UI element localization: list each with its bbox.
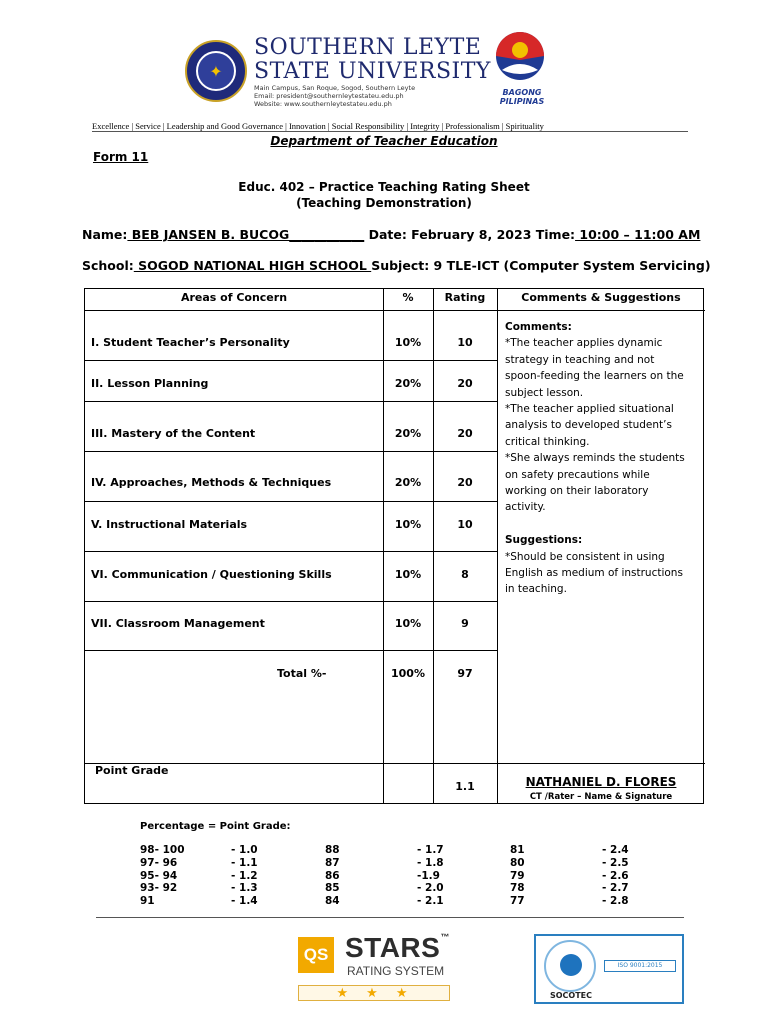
scale-grade: - 1.3 [231,882,258,895]
table-hline [85,650,497,651]
suggestion-line: in teaching. [505,583,567,596]
socotec-emblem-icon [544,940,596,992]
row-area: VI. Communication / Questioning Skills [91,568,332,581]
row-area: VII. Classroom Management [91,617,265,630]
university-email: Email: president@southernleytestateu.edu.ph [254,92,404,100]
scale-grade: - 1.7 [417,844,444,856]
scale-grade: - 2.7 [602,882,629,895]
scale-grade: - 1.4 [231,895,258,908]
suggestions-heading: Suggestions: [505,534,583,547]
school-subject-line [82,258,711,273]
row-rating: 10 [457,518,473,531]
form-label: Form 11 [93,150,149,164]
university-name-line1: SOUTHERN LEYTE [254,35,482,60]
name-date-line [82,227,700,242]
row-rating: 8 [461,568,469,581]
department-title: Department of Teacher Education [270,134,498,148]
scale-pct: 93- 92 [140,882,178,895]
scale-col-1-grade [231,844,258,908]
scale-pct: 95- 94 [140,869,178,882]
scale-pct: 77 [510,895,525,908]
comment-line: analysis to developed student’s [505,419,672,432]
scale-pct: 91 [140,895,155,908]
university-seal-logo: ✦ [185,40,247,102]
table-hline [85,763,705,764]
scale-pct: 79 [510,869,525,882]
comment-line: *The teacher applied situational [505,403,674,416]
school-label: School: [82,258,134,273]
table-hline [497,310,705,311]
scale-pct: 87 [325,856,340,869]
row-rating: 20 [457,476,473,489]
row-rating: 20 [457,427,473,440]
university-name-block [254,36,491,108]
scale-pct: 78 [510,882,525,895]
point-grade-value: 1.1 [455,780,475,793]
time-value: 10:00 – 11:00 AM [575,227,701,242]
table-vline [433,289,434,803]
subject-text: Subject: 9 TLE-ICT (Computer System Servicing) [371,258,711,273]
row-rating: 10 [457,336,473,349]
comment-line: subject lesson. [505,386,584,399]
table-hline [85,401,497,402]
scale-grade: -1.9 [417,869,440,882]
scale-col-2-pct [325,844,340,908]
row-rating: 20 [457,377,473,390]
scale-col-2-grade [417,844,444,908]
footer-divider [96,917,684,918]
rating-system-label: RATING SYSTEM [347,964,445,978]
table-hline [85,501,497,502]
bagong-pilipinas-text: BAGONG PILIPINAS [499,88,545,106]
scale-grade: - 1.2 [231,869,258,882]
table-hline [85,601,497,602]
scale-pct: 97- 96 [140,856,178,869]
total-label: Total %- [277,667,327,680]
scale-pct: 85 [325,882,340,895]
university-website: Website: www.southernleytestateu.edu.ph [254,100,392,108]
row-area: III. Mastery of the Content [91,427,256,440]
suggestion-line: English as medium of instructions [505,567,683,580]
scale-grade: - 2.8 [602,895,629,908]
scale-col-3-grade [602,844,629,908]
table-vline [497,289,498,803]
table-hline [85,310,497,311]
comment-line: activity. [505,501,546,514]
scale-pct: 84 [325,895,340,908]
stars-word: STARS [345,932,441,963]
scale-grade: - 1.0 [231,844,258,856]
scale-grade: - 2.4 [602,844,629,856]
university-address: Main Campus, San Roque, Sogod, Southern Leyte [254,84,416,92]
comment-line: critical thinking. [505,435,590,448]
row-percent: 10% [394,617,422,630]
scale-col-3-pct [510,844,525,908]
suggestion-line: *Should be consistent in using [505,550,665,563]
scale-grade: - 2.5 [602,856,629,869]
row-percent: 10% [394,518,422,531]
comment-line: on safety precautions while [505,468,650,481]
header-comments: Comments & Suggestions [521,291,681,304]
scale-grade: - 2.0 [417,882,444,895]
comment-line: *She always reminds the students [505,452,685,465]
scale-grade: - 2.1 [417,895,444,908]
table-hline [85,551,497,552]
date-label: Date: February 8, 2023 Time: [364,227,576,242]
rating-table [84,288,704,804]
row-percent: 20% [394,427,422,440]
row-percent: 10% [394,336,422,349]
iso-badge: ISO 9001:2015 [604,960,676,972]
comment-line: working on their laboratory [505,485,649,498]
bagong-pilipinas-logo [492,30,548,82]
scale-grade: - 2.6 [602,869,629,882]
row-area: V. Instructional Materials [91,518,248,531]
comment-line: *The teacher applies dynamic [505,337,663,350]
rater-name: NATHANIEL D. FLORES [525,775,677,789]
comment-line: strategy in teaching and not [505,353,655,366]
header-rating: Rating [444,291,486,304]
grade-scale-title: Percentage = Point Grade: [140,821,291,832]
row-percent: 10% [394,568,422,581]
row-rating: 9 [461,617,469,630]
core-values: Excellence | Service | Leadership and Good Governance | Innovation | Social Responsibility | Integrity | Professionalism | Spirituality [92,121,544,131]
name-value: BEB JANSEN B. BUCOG____________ [127,227,365,242]
row-area: I. Student Teacher’s Personality [91,336,290,349]
scale-grade: - 1.8 [417,856,444,869]
scale-pct: 98- 100 [140,844,185,856]
header-areas: Areas of Concern [180,291,288,304]
comments-block [505,319,701,598]
comments-heading: Comments: [505,321,572,333]
scale-pct: 88 [325,844,340,856]
three-stars-icon: ★★★ [298,985,450,1001]
university-name-line2: STATE UNIVERSITY [254,59,491,84]
name-label: Name: [82,227,128,242]
scale-grade: - 1.1 [231,856,258,869]
row-percent: 20% [394,476,422,489]
header-percent: % [402,291,414,304]
rater-role: CT /Rater – Name & Signature [529,792,673,802]
qs-logo: QS [298,937,334,973]
table-hline [85,360,497,361]
scale-col-1-pct [140,844,185,908]
row-percent: 20% [394,377,422,390]
point-grade-label: Point Grade [95,764,169,777]
scale-pct: 81 [510,844,525,856]
socotec-iso-certification-logo [534,934,684,1004]
comment-line: spoon-feeding the learners on the [505,370,684,383]
school-value: SOGOD NATIONAL HIGH SCHOOL [133,258,372,273]
total-rating: 97 [457,667,473,680]
stars-title [345,932,450,964]
scale-pct: 80 [510,856,525,869]
document-title: Educ. 402 – Practice Teaching Rating Sheet [238,180,530,194]
row-area: II. Lesson Planning [91,377,209,390]
total-percent: 100% [391,667,425,680]
document-subtitle: (Teaching Demonstration) [296,196,472,210]
row-area: IV. Approaches, Methods & Techniques [91,476,332,489]
header-divider [92,131,688,132]
table-hline [85,451,497,452]
scale-pct: 86 [325,869,340,882]
certifier-name: SOCOTEC [549,991,593,1000]
table-vline [383,289,384,803]
trademark-mark: ™ [440,932,450,942]
